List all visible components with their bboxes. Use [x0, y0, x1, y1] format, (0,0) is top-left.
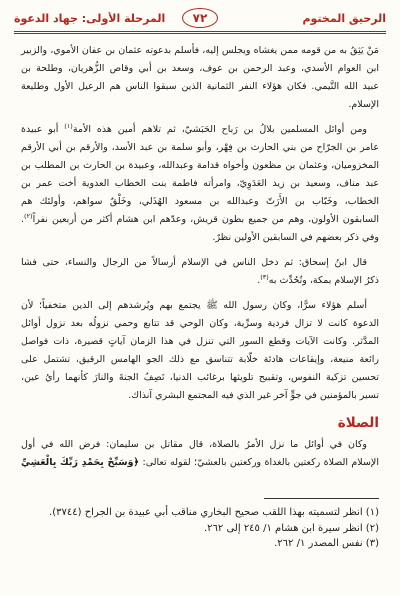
paragraph-ibn-ishaq-quote: [21, 254, 379, 290]
text-line: [21, 211, 379, 229]
text-line: الدعوة كانت لا تزال فردية وسرِّية، وكان الوحي قد تتابع وحمي نزولُه بعد نزول أوائل: [21, 318, 379, 329]
main-text: [21, 42, 379, 479]
text-line: الخطاب، وخَبّاب بن الأَرَتّ وعبدالله بن مسعود الهُذَلي، وخَلْقٌ سواهم، وأولئك هم: [21, 196, 379, 207]
footnote-ref: (٣): [260, 272, 269, 281]
text-line: وكان في أوائل ما نزل الأمرُ بالصلاة، قال مقاتل بن سليمان: فرض الله في أول: [21, 439, 367, 450]
line-text: .: [257, 275, 261, 286]
text-line: عبيد الله التَّيمي. فكان هؤلاء النفر الثمانية الذين سبقوا الناس هم الرعيل الأول وطليعة: [21, 81, 379, 92]
page-number: ٧٢: [192, 11, 208, 25]
footnotes: [21, 505, 379, 552]
footnote-2: (٢) انظر سيرة ابن هشام ١/ ٢٤٥ إلى ٢٦٢.: [203, 522, 379, 534]
chapter-title: المرحلة الأولى: جهاد الدعوة: [14, 11, 166, 25]
paragraph-secret-call: [21, 297, 379, 405]
text-line: تسير بالمؤمنين في جوٍّ آخر غير الذي فيه المجتمع البشري آنذاك.: [128, 390, 379, 401]
text-line: تحسين تزكية النفوس، وتقبيح تلويثها برغائب الدنيا، تَصِفُ الجنةَ والنارَ كأنهما رأيُ عين،: [21, 372, 379, 383]
footnote-ref: (٢): [24, 211, 33, 220]
paragraph-prayer: [21, 436, 379, 472]
footnote-1: (١) انظر لتسميته بهذا اللقب صحيح البخاري مناقب أبي عبيدة بن الجراح (٣٧٤٤).: [49, 507, 379, 518]
text-line: [21, 454, 379, 472]
running-header: [14, 7, 386, 29]
text-line: قال ابنُ إسحاق: ثم دخل الناس في الإسلام أرسالاً من الرجال والنساء، حتى فشا: [21, 257, 367, 268]
text-line: الإسلام.: [348, 99, 379, 110]
section-heading-prayer: الصلاة: [337, 415, 379, 431]
text-line: المدَّثر. وكانت الآيات وقطع السور التي تنزل في هذا الزمان آياتٍ قصيرة، ذات فواصل: [21, 336, 379, 347]
footnote-3: (٣) نفس المصدر ١/ ٢٦٢.: [274, 538, 379, 549]
line-text: أبو عبيدة: [21, 124, 59, 135]
text-line: رائعة منيعة، وإيقاعات هادئة خلّابة تتناسق مع ذلك الجو الهامس الرقيق، تشتمل على: [21, 354, 379, 365]
line-text: .: [21, 214, 25, 225]
line-text: ذكرُ الإسلام بمكة، وتُحُدِّث به: [268, 275, 379, 286]
paragraph-first-muslims: [21, 121, 379, 247]
text-line: مَنْ يَثِقُ به من قومه ممن يغشاه ويجلس إليه، فأسلم بدعوته عثمان بن عفان الأموي، والزبير: [21, 45, 379, 56]
paragraph-early-converts: [21, 42, 379, 114]
text-line: ابن العوام الأسدي، وعبد الرحمن بن عوف، وسعد بن أبي وقاص الزُّهريان، وطلحة بن: [21, 63, 379, 74]
page-number-badge: [182, 8, 218, 28]
text-line: أسلم هؤلاء سرًّا، وكان رسول الله ﷺ يجتمع بهم ويُرشدهم إلى الدين متخفياً؛ لأن: [21, 300, 367, 311]
text-line: المخزوميان، وعثمان بن مظعون وأخواه قدامة وعبدالله، وعبيدة بن الحارث بن المطلب بن: [21, 160, 379, 171]
text-line: وفي ذكر بعضهم في السابقين الأولين نظرٌ.: [212, 232, 379, 243]
header-rule: [14, 31, 386, 34]
line-text: ومن أوائل المسلمين بلالُ بن رَباح الحَبَشيّ، ثم تلاهم أمين هذه الأمة: [72, 124, 368, 135]
text-line: عبد مناف، وسعيد بن زيد العَدَوِيّ، وامرأته فاطمة بنت الخطاب العدوية أخت عمر بن: [21, 178, 379, 189]
line-text: السابقون الأولون، وهم من جميع بطون قريش، وعدّهم ابن هشام أكثر من أربعين نفراً: [32, 214, 379, 225]
text-line: عامر بن الجرّاح من بني الحارث بن فِهْر، وأبو سلمة بن عبد الأسد، والأرقم بن أبي الأرقم: [21, 142, 379, 153]
text-line: [21, 121, 379, 139]
line-text: الإسلام الصلاة ركعتين بالغداة وركعتين بالعشيّ؛ لقوله تعالى:: [142, 457, 379, 468]
quran-verse: ﴿وَسَبِّحْ بِحَمْدِ رَبِّكَ بِالْعَشِيِّ: [21, 457, 140, 468]
footnote-ref: (١): [64, 121, 73, 130]
footnote-separator: [264, 498, 379, 499]
book-title: الرحيق المختوم: [302, 11, 386, 25]
text-line: [21, 272, 379, 290]
